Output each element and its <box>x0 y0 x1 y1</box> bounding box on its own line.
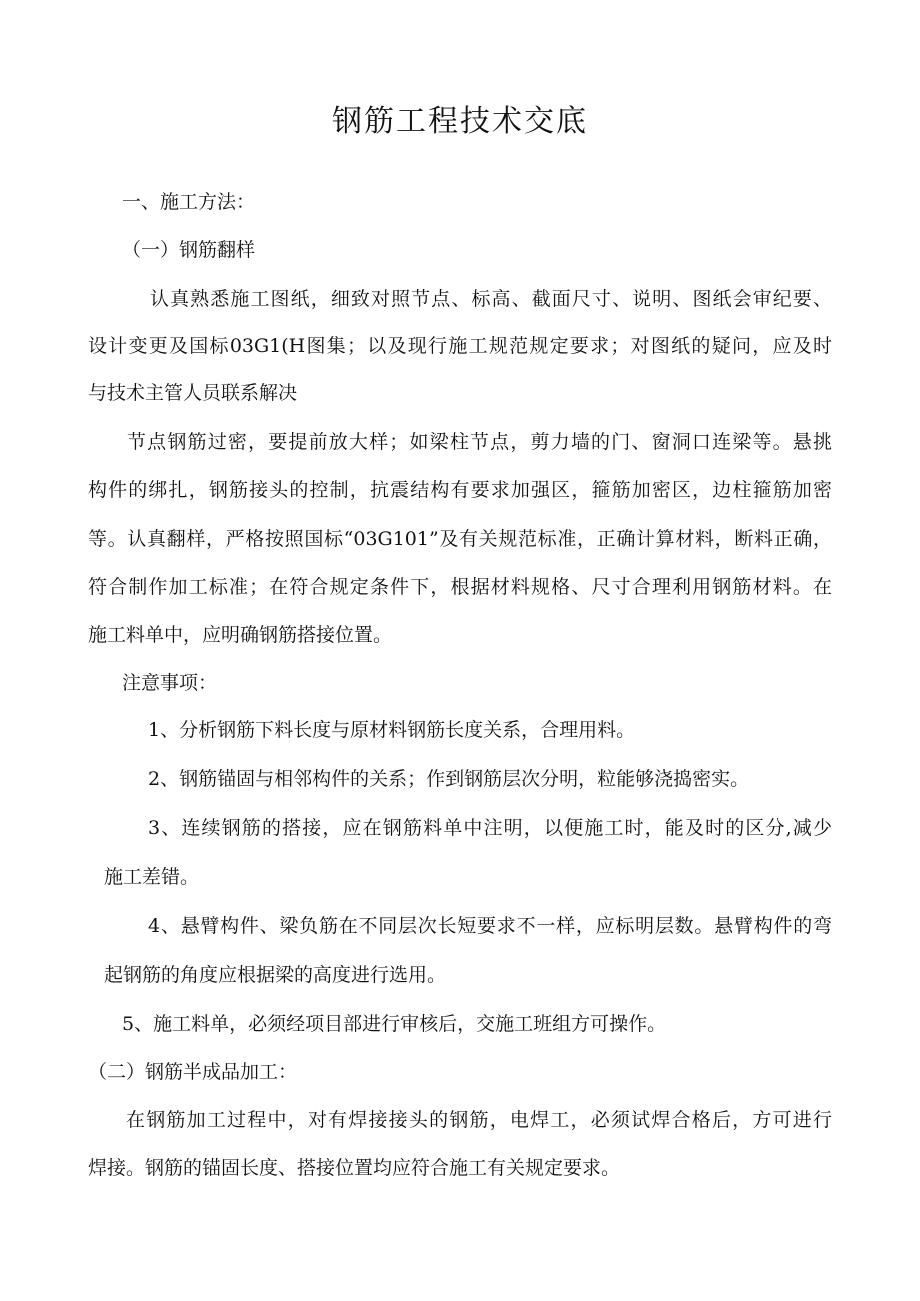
note-5: 5、施工料单，必须经项目部进行审核后，交施工班组方可操作。 <box>122 1013 667 1035</box>
subsection-1-heading: （一）钢筋翻样 <box>122 239 256 261</box>
note-3-line-1: 3、连续钢筋的搭接，应在钢筋料单中注明，以便施工时，能及时的区分,减少 <box>148 817 832 839</box>
note-4-line-2: 起钢筋的角度应根据梁的高度进行选用。 <box>104 964 447 986</box>
paragraph-1-line-3: 与技术主管人员联系解决 <box>88 382 298 404</box>
paragraph-2-line-2: 构件的绑扎，钢筋接头的控制，抗震结构有要求加强区，箍筋加密区，边柱箍筋加密 <box>88 479 832 501</box>
note-2: 2、钢筋锚固与相邻构件的关系；作到钢筋层次分明，粒能够浇捣密实。 <box>148 768 750 790</box>
notes-heading: 注意事项： <box>122 672 218 694</box>
paragraph-2-line-4: 符合制作加工标准；在符合规定条件下，根据材料规格、尺寸合理利用钢筋材料。在 <box>88 576 832 598</box>
document-title: 钢筋工程技术交底 <box>332 104 588 139</box>
paragraph-2-line-1: 节点钢筋过密，要提前放大样；如梁柱节点，剪力墙的门、窗洞口连梁等。悬挑 <box>127 431 832 453</box>
note-1: 1、分析钢筋下料长度与原材料钢筋长度关系，合理用料。 <box>148 719 636 741</box>
note-4-line-1: 4、悬臂构件、梁负筋在不同层次长短要求不一样，应标明层数。悬臂构件的弯 <box>148 915 832 937</box>
paragraph-2-line-5: 施工料单中，应明确钢筋搭接位置。 <box>88 624 393 646</box>
paragraph-3-line-1: 在钢筋加工过程中，对有焊接接头的钢筋，电焊工，必须试焊合格后，方可进行 <box>126 1109 832 1131</box>
paragraph-2-line-3: 等。认真翻样，严格按照国标“03G101”及有关规范标准，正确计算材料，断料正确， <box>88 528 832 550</box>
paragraph-3-line-2: 焊接。钢筋的锚固长度、搭接位置均应符合施工有关规定要求。 <box>88 1157 621 1179</box>
subsection-2-heading: （二）钢筋半成品加工： <box>88 1061 298 1083</box>
section-1-heading: 一、施工方法： <box>122 191 256 213</box>
paragraph-1-line-1: 认真熟悉施工图纸，细致对照节点、标高、截面尺寸、说明、图纸会审纪要、 <box>150 288 832 310</box>
paragraph-1-line-2: 设计变更及国标03G1(H图集；以及现行施工规范规定要求；对图纸的疑问，应及时 <box>88 335 832 357</box>
note-3-line-2: 施工差错。 <box>104 866 200 888</box>
